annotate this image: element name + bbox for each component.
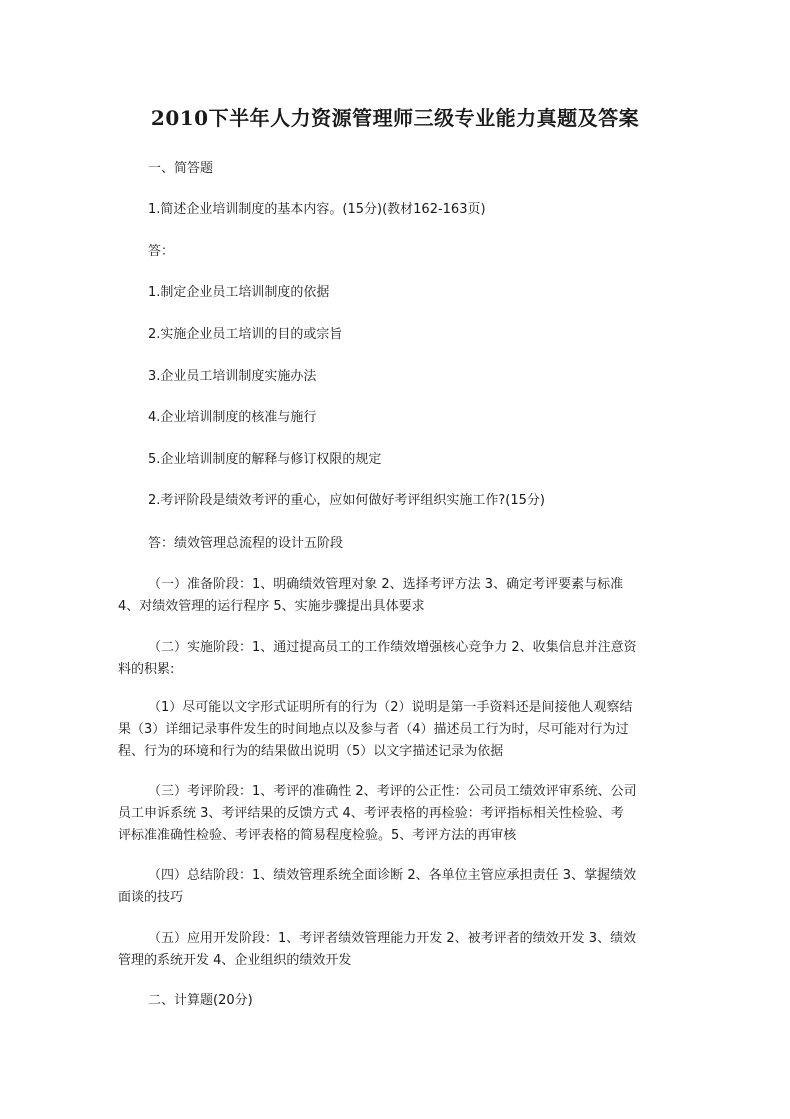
paragraph-line: 员工申诉系统 3、考评结果的反馈方式 4、考评表格的再检验：考评指标相关性检验、考 xyxy=(118,806,624,821)
answer-intro: 答：绩效管理总流程的设计五阶段 xyxy=(148,536,344,551)
stage-4-paragraph xyxy=(118,865,673,909)
stage-5-paragraph xyxy=(118,928,673,972)
answer-item: 3.企业员工培训制度实施办法 xyxy=(148,369,317,384)
answer-item: 5.企业培训制度的解释与修订权限的规定 xyxy=(148,452,382,467)
stage-2-detail-paragraph xyxy=(118,697,673,763)
paragraph-line: （四）总结阶段：1、绩效管理系统全面诊断 2、各单位主管应承担责任 3、掌握绩效 xyxy=(148,868,637,883)
section-heading: 二、计算题(20分) xyxy=(148,993,253,1008)
paragraph-line: （1）尽可能以文字形式证明所有的行为（2）说明是第一手资料还是间接他人观察结 xyxy=(148,700,633,715)
stage-3-paragraph xyxy=(118,781,673,847)
question-2: 2.考评阶段是绩效考评的重心，应如何做好考评组织实施工作?(15分) xyxy=(148,493,545,508)
answer-item: 2.实施企业员工培训的目的或宗旨 xyxy=(148,327,343,342)
paragraph-line: 果（3）详细记录事件发生的时间地点以及参与者（4）描述员工行为时，尽可能对行为过 xyxy=(118,722,629,737)
answer-item: 4.企业培训制度的核准与施行 xyxy=(148,410,317,425)
stage-1-paragraph xyxy=(118,574,673,618)
paragraph-line: 面谈的技巧 xyxy=(118,890,184,905)
question-1: 1.简述企业培训制度的基本内容。(15分)(教材162-163页) xyxy=(148,202,486,217)
paragraph-line: （二）实施阶段：1、通过提高员工的工作绩效增强核心竞争力 2、收集信息并注意资 xyxy=(148,640,637,655)
paragraph-line: 评标准准确性检验、考评表格的简易程度检验。5、考评方法的再审核 xyxy=(118,828,517,843)
paragraph-line: （一）准备阶段：1、明确绩效管理对象 2、选择考评方法 3、确定考评要素与标准 xyxy=(148,577,624,592)
section-heading: 一、简答题 xyxy=(148,161,214,176)
document-title: 2010下半年人力资源管理师三级专业能力真题及答案 xyxy=(150,106,640,130)
paragraph-line: （五）应用开发阶段：1、考评者绩效管理能力开发 2、被考评者的绩效开发 3、绩效 xyxy=(148,931,637,946)
answer-item: 1.制定企业员工培训制度的依据 xyxy=(148,285,330,300)
paragraph-line: 程、行为的环境和行为的结果做出说明（5）以文字描述记录为依据 xyxy=(118,744,504,759)
stage-2-paragraph xyxy=(118,637,673,681)
answer-label: 答： xyxy=(148,244,175,259)
paragraph-line: 料的积累: xyxy=(118,662,175,677)
paragraph-line: 管理的系统开发 4、企业组织的绩效开发 xyxy=(118,953,352,968)
paragraph-line: （三）考评阶段：1、考评的准确性 2、考评的公正性：公司员工绩效评审系统、公司 xyxy=(148,784,637,799)
paragraph-line: 4、对绩效管理的运行程序 5、实施步骤提出具体要求 xyxy=(118,599,425,614)
